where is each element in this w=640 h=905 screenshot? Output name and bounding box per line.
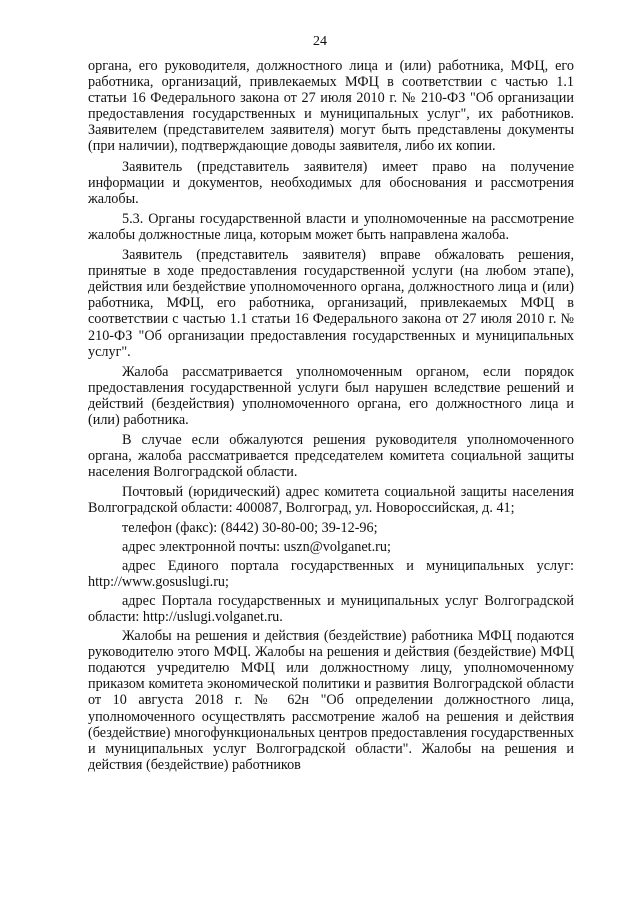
paragraph-complaint-subject-continued: органа, его руководителя, должностного лица и (или) работника, МФЦ, его работника, организаций, привлекаемых МФЦ в соответствии с частью 1.1 статьи 16 Федерального закона от 27 июля 2010 г. № 210-ФЗ "Об организации предоставления государственных и муниципальных услуг", их работников. Заявителем (представителем заявителя) могут быть представлены документы (при наличии), подтверждающие доводы заявителя, либо их копии. <box>88 58 574 155</box>
paragraph-complaint-review-authority: Жалоба рассматривается уполномоченным органом, если порядок предоставления государственной услуги был нарушен вследствие решений и действий (бездействия) уполномоченного органа, его должностного лица и (или) работника. <box>88 363 574 428</box>
document-body <box>88 58 574 777</box>
unified-portal-address: адрес Единого портала государственных и муниципальных услуг: http://www.gosuslugi.ru; <box>88 557 574 590</box>
paragraph-right-to-information: Заявитель (представитель заявителя) имеет право на получение информации и документов, необходимых для обоснования и рассмотрения жалобы. <box>88 158 574 207</box>
paragraph-head-decision-appeal: В случае если обжалуются решения руководителя уполномоченного органа, жалоба рассматривается председателем комитета социальной защиты населения Волгоградской области. <box>88 432 574 481</box>
postal-address: Почтовый (юридический) адрес комитета социальной защиты населения Волгоградской области: 400087, Волгоград, ул. Новороссийская, д. 41; <box>88 484 574 517</box>
email-address: адрес электронной почты: uszn@volganet.ru; <box>122 538 391 555</box>
page-number: 24 <box>313 34 327 49</box>
paragraph-mfc-complaints: Жалобы на решения и действия (бездействие) работника МФЦ подаются руководителю этого МФЦ. Жалобы на решения и действия (бездействие) МФЦ подаются учредителю МФЦ или должностному лицу, уполномоченному приказом комитета экономической политики и развития Волгоградской области от 10 августа 2018 г. № 62н "Об определении должностного лица, уполномоченного осуществлять рассмотрение жалоб на решения и действия (бездействие) многофункциональных центров предоставления государственных и муниципальных услуг Волгоградской области". Жалобы на решения и действия (бездействие) работников <box>88 628 574 773</box>
paragraph-right-to-appeal: Заявитель (представитель заявителя) вправе обжаловать решения, принятые в ходе предоставления государственной услуги (на любом этапе), действия или бездействие уполномоченного органа, должностного лица и (или) работника, МФЦ, его работника, организаций, привлекаемых МФЦ в соответствии с частью 1.1 статьи 16 Федерального закона от 27 июля 2010 г. № 210-ФЗ "Об организации предоставления государственных и муниципальных услуг". <box>88 247 574 360</box>
regional-portal-address: адрес Портала государственных и муниципальных услуг Волгоградской области: http://uslugi.volganet.ru. <box>88 592 574 625</box>
section-5-3-heading: 5.3. Органы государственной власти и уполномоченные на рассмотрение жалобы должностные лица, которым может быть направлена жалоба. <box>88 210 574 243</box>
phone-fax: телефон (факс): (8442) 30-80-00; 39-12-96; <box>122 519 378 536</box>
